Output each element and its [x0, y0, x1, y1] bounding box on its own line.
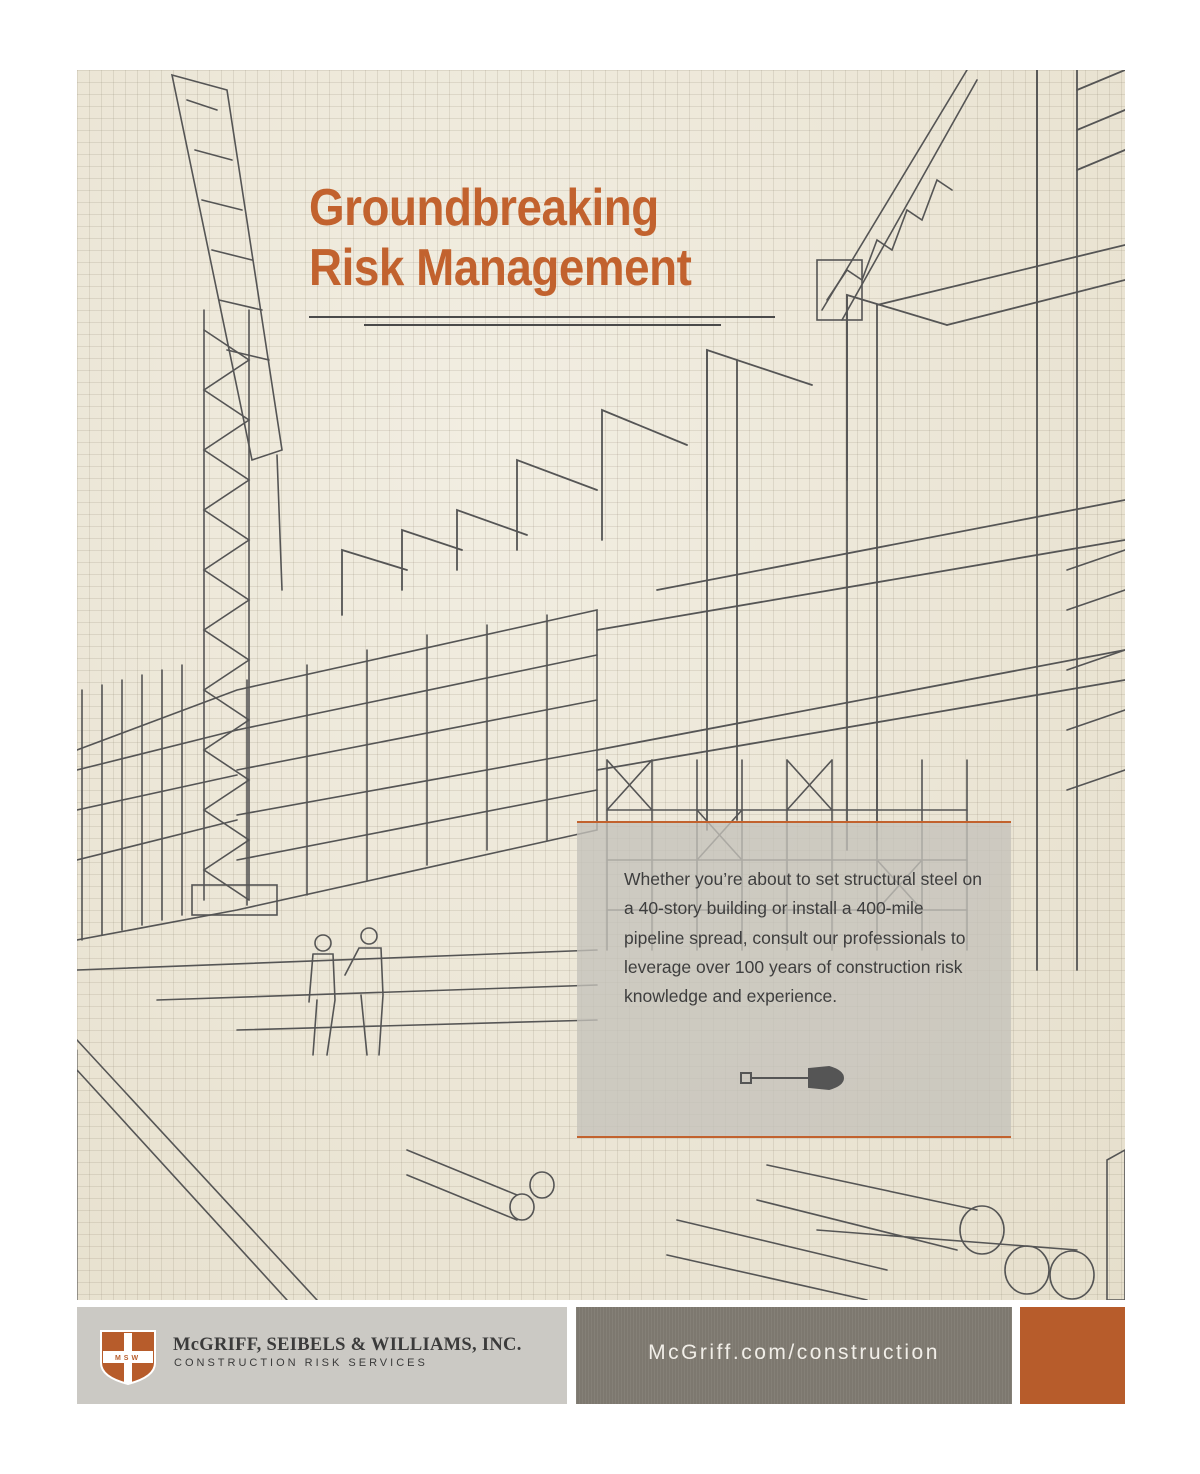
footer-url-block	[576, 1307, 1012, 1404]
shield-cross-icon	[99, 1329, 157, 1385]
headline-line-2: Risk Management	[309, 239, 692, 297]
body-copy-box	[577, 821, 1011, 1138]
body-copy: Whether you’re about to set structural steel on a 40-story building or install a 400-mile pipeline spread, consult our professionals to leverage over 100 years of construction risk knowledge and experience.	[624, 869, 982, 1007]
company-name: McGRIFF, SEIBELS & WILLIAMS, INC.	[173, 1335, 522, 1355]
pipes	[407, 1150, 1125, 1300]
company-division: CONSTRUCTION RISK SERVICES	[174, 1357, 428, 1369]
website-link[interactable]: McGriff.com/construction	[648, 1341, 940, 1364]
headline-underline-long	[309, 316, 775, 318]
headline	[309, 178, 691, 298]
headline-line-1: Groundbreaking	[309, 179, 659, 237]
footer-accent-block	[1020, 1307, 1125, 1404]
footer-company-block	[77, 1307, 567, 1404]
logo-monogram: MSW	[114, 1355, 142, 1362]
ground-lines	[77, 950, 597, 1300]
advertisement-panel	[77, 70, 1125, 1300]
headline-underline-short	[364, 324, 721, 326]
shovel-icon	[739, 1063, 849, 1093]
tower-crane-right	[817, 70, 977, 320]
tower-crane-left	[172, 75, 282, 915]
concrete-wall	[77, 610, 597, 940]
workers-figures	[309, 928, 383, 1055]
